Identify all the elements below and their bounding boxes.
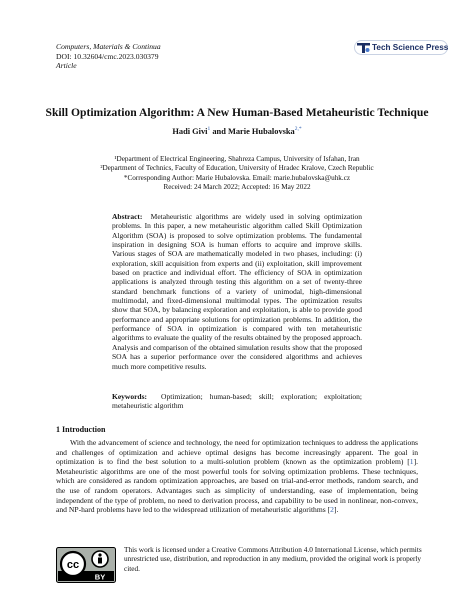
keywords-label: Keywords: <box>112 392 147 401</box>
paragraph-text: ]. <box>333 505 339 515</box>
svg-text:cc: cc <box>66 559 80 571</box>
license-text: This work is licensed under a Creative Commons Attribution 4.0 International License, which permits unrestricted use, distribution, and reproduction in any medium, provided the original work is properly cited. <box>124 545 422 573</box>
affiliations <box>0 155 474 193</box>
author-affiliation-mark[interactable]: 1 <box>207 126 211 132</box>
introduction-paragraph <box>56 438 418 515</box>
author-separator: and <box>210 126 228 136</box>
creative-commons-by-icon[interactable] <box>56 547 116 583</box>
author-line <box>0 126 474 136</box>
journal-name: Computers, Materials & Continua <box>56 42 161 51</box>
citation-link[interactable]: 2 <box>330 505 334 515</box>
abstract-label: Abstract: <box>112 212 143 221</box>
doi[interactable]: DOI: 10.32604/cmc.2023.030379 <box>56 51 159 61</box>
author-name: Marie Hubalovska <box>227 126 295 136</box>
citation-link[interactable]: 1 <box>409 457 414 467</box>
article-type: Article <box>56 61 77 71</box>
publisher-logo <box>354 40 448 55</box>
license-badge-text: BY <box>94 572 106 582</box>
received-accepted-dates: Received: 24 March 2022; Accepted: 16 May 2022 <box>163 183 311 192</box>
keywords <box>112 392 362 411</box>
abstract <box>112 212 362 371</box>
corresponding-author: *Corresponding Author: Marie Hubalovska. Email: marie.hubalovska@uhk.cz <box>123 173 351 182</box>
journal-header <box>56 42 161 71</box>
logo-text: Tech Science Press <box>372 43 449 52</box>
license-block <box>56 545 426 595</box>
affiliation-line: ¹Department of Electrical Engineering, Shahreza Campus, University of Isfahan, Iran <box>114 155 360 163</box>
section-heading: 1 Introduction <box>56 425 106 434</box>
affiliation-line: ²Department of Technics, Faculty of Education, University of Hradec Kralove, Czech Republic <box>100 164 374 173</box>
paragraph-text: ]. Metaheuristic algorithms are one of the most powerful tools for solving optimization problems. These techniques, which are considered as random optimization approaches, are based on trial-and-error methods, random search, and the use of random operators. Advantages such as simplicity of understanding, ease of implementation, being independent of the type of problem, no need to derivation process, and capability to be used in nonlinear, non-convex, and NP-hard problems have led to the widespread utilization of metaheuristic algorithms [ <box>56 457 418 515</box>
tech-science-press-logo-icon <box>357 42 370 53</box>
paper-title: Skill Optimization Algorithm: A New Human-Based Metaheuristic Technique <box>45 106 429 119</box>
author-name: Hadi Givi <box>172 126 208 136</box>
abstract-text: Metaheuristic algorithms are widely used in solving optimization problems. In this paper, a new metaheuristic algorithm called Skill Optimization Algorithm (SOA) is proposed to solve optimization problems. The fundamental inspiration in designing SOA is human efforts to acquire and improve skills. Various stages of SOA are mathematically modeled in two phases, including: (i) exploration, skill acquisition from experts and (ii) exploitation, skill improvement based on practice and individual effort. The efficiency of SOA in optimization applications is analyzed through testing this algorithm on a set of twenty-three standard benchmark functions of a variety of unimodal, high-dimensional multimodal, and fixed-dimensional multimodal types. The optimization results show that SOA, by balancing exploration and exploitation, is able to provide good performance and appropriate solutions for optimization problems. In addition, the performance of SOA in optimization is compared with ten metaheuristic algorithms to evaluate the quality of the results obtained by the proposed approach. Analysis and comparison of the obtained simulation results show that the proposed SOA has a superior performance over the considered algorithms and achieves much more competitive results. <box>112 212 362 371</box>
paragraph-text: With the advancement of science and technology, the need for optimization techniques to address the applications and challenges of optimization and achieve optimal designs has become increasingly apparent. The goal in optimization is to find the best solution to a multi-solution problem (known as the optimization problem) [ <box>56 438 418 467</box>
keywords-text: Optimization; human-based; skill; exploration; exploitation; metaheuristic algorithm <box>112 392 363 411</box>
author-affiliation-mark[interactable]: 2,* <box>294 126 302 132</box>
